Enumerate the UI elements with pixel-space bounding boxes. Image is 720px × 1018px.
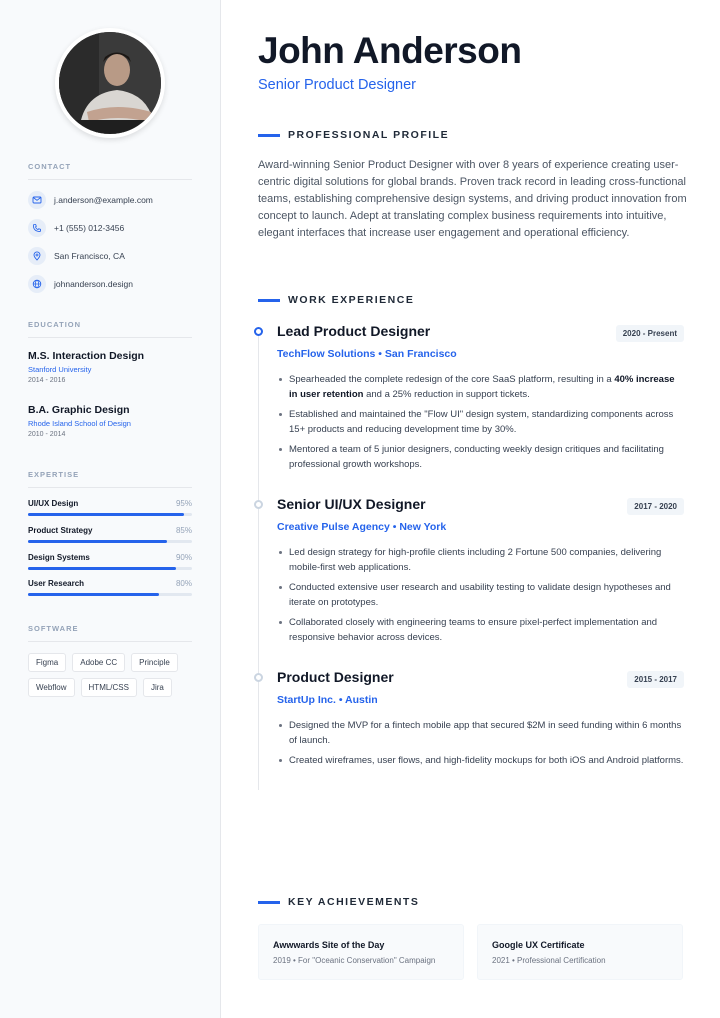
contact-email[interactable] — [28, 191, 153, 209]
location-pin-icon — [28, 247, 46, 265]
timeline-dot — [254, 673, 263, 682]
job-company: Creative Pulse Agency • New York — [277, 521, 447, 533]
skill-name: UI/UX Design — [28, 499, 79, 508]
job-company: StartUp Inc. • Austin — [277, 694, 378, 706]
sidebar — [0, 0, 221, 1018]
job-title: Product Designer — [277, 669, 394, 685]
skill-bar-fill — [28, 593, 159, 596]
profile-section-heading — [258, 129, 449, 141]
expertise-heading: EXPERTISE — [28, 470, 192, 488]
timeline-line — [258, 335, 259, 790]
candidate-title: Senior Product Designer — [258, 77, 416, 93]
contact-website[interactable] — [28, 275, 133, 293]
achievements-section-heading — [258, 896, 419, 908]
achievement-card — [477, 924, 683, 980]
phone-icon — [28, 219, 46, 237]
skill-item — [28, 553, 192, 570]
skill-item — [28, 579, 192, 596]
software-tag: Jira — [143, 678, 172, 697]
software-tag: Adobe CC — [72, 653, 125, 672]
education-school: Stanford University — [28, 365, 92, 374]
section-accent-bar — [258, 134, 280, 137]
job-years-badge: 2015 - 2017 — [627, 671, 684, 688]
section-accent-bar — [258, 299, 280, 302]
job-bullet: Mentored a team of 5 junior designers, conducting weekly design critiques and facilitating professional growth workshops. — [277, 442, 685, 472]
skill-item — [28, 526, 192, 543]
software-tag: HTML/CSS — [81, 678, 137, 697]
job-years-badge: 2020 - Present — [616, 325, 684, 342]
skill-name: Design Systems — [28, 553, 90, 562]
globe-icon — [28, 275, 46, 293]
section-title: PROFESSIONAL PROFILE — [288, 129, 450, 141]
skill-bar-fill — [28, 513, 184, 516]
job-bullet: Conducted extensive user research and usability testing to validate design hypotheses and iterate on prototypes. — [277, 580, 685, 610]
job-bullet: Spearheaded the complete redesign of the core SaaS platform, resulting in a 40% increase in user retention and a 25% reduction in support tickets. — [277, 372, 685, 402]
job-title: Senior UI/UX Designer — [277, 496, 426, 512]
contact-location — [28, 247, 125, 265]
skill-bar — [28, 567, 192, 570]
education-item — [28, 404, 198, 438]
skill-bar — [28, 593, 192, 596]
software-heading: SOFTWARE — [28, 624, 192, 642]
timeline-dot — [254, 500, 263, 509]
achievement-subtitle: 2021 • Professional Certification — [492, 956, 606, 965]
software-tag: Webflow — [28, 678, 75, 697]
skill-bar-fill — [28, 540, 167, 543]
job-company: TechFlow Solutions • San Francisco — [277, 348, 457, 360]
contact-email-text: j.anderson@example.com — [54, 195, 153, 205]
education-degree: B.A. Graphic Design — [28, 404, 130, 416]
skill-name: Product Strategy — [28, 526, 93, 535]
achievement-card — [258, 924, 464, 980]
skill-percent: 80% — [175, 579, 192, 588]
job-bullet: Collaborated closely with engineering teams to ensure pixel-perfect implementation and responsive behavior across devices. — [277, 615, 685, 645]
education-item — [28, 350, 198, 384]
achievement-title: Awwwards Site of the Day — [273, 940, 385, 950]
software-tag: Principle — [131, 653, 178, 672]
contact-phone[interactable] — [28, 219, 124, 237]
education-heading: EDUCATION — [28, 320, 192, 338]
achievement-title: Google UX Certificate — [492, 940, 585, 950]
avatar — [55, 28, 165, 138]
skill-bar — [28, 540, 192, 543]
job-bullet: Established and maintained the "Flow UI" design system, standardizing components across 15+ products and reducing development time by 30%. — [277, 407, 685, 437]
contact-website-text: johnanderson.design — [54, 279, 133, 289]
profile-summary: Award-winning Senior Product Designer with over 8 years of experience creating user-centric digital solutions for global brands. Proven track record in leading cross-functional teams, establishing comprehensive design systems, and driving product innovation from concept to launch. Adept at translating complex business requirements into intuitive, elegant interfaces that increase user engagement and operational efficiency. — [258, 159, 687, 239]
education-school: Rhode Island School of Design — [28, 419, 131, 428]
education-years: 2014 - 2016 — [28, 377, 66, 384]
candidate-name: John Anderson — [258, 30, 522, 71]
software-tags — [28, 653, 198, 697]
software-tag: Figma — [28, 653, 66, 672]
job-years-badge: 2017 - 2020 — [627, 498, 684, 515]
skill-item — [28, 499, 192, 516]
job-bullet: Created wireframes, user flows, and high-fidelity mockups for both iOS and Android platforms. — [277, 753, 685, 768]
section-title: KEY ACHIEVEMENTS — [288, 896, 420, 908]
job-bullet: Designed the MVP for a fintech mobile app that secured $2M in seed funding within 6 months of launch. — [277, 718, 685, 748]
education-years: 2010 - 2014 — [28, 431, 66, 438]
skill-bar-fill — [28, 567, 176, 570]
section-title: WORK EXPERIENCE — [288, 294, 415, 306]
experience-section-heading — [258, 294, 414, 306]
skill-percent: 90% — [175, 553, 192, 562]
job-bullets — [277, 372, 685, 477]
job-bullet: Led design strategy for high-profile clients including 2 Fortune 500 companies, delivering mobile-first web applications. — [277, 545, 685, 575]
contact-phone-text: +1 (555) 012-3456 — [54, 223, 125, 233]
timeline-dot — [254, 327, 263, 336]
section-accent-bar — [258, 901, 280, 904]
job-title: Lead Product Designer — [277, 323, 431, 339]
skill-name: User Research — [28, 579, 85, 588]
skill-percent: 85% — [175, 526, 192, 535]
skill-bar — [28, 513, 192, 516]
mail-icon — [28, 191, 46, 209]
contact-heading: CONTACT — [28, 162, 192, 180]
education-degree: M.S. Interaction Design — [28, 350, 145, 362]
contact-location-text: San Francisco, CA — [54, 251, 125, 261]
skill-percent: 95% — [175, 499, 192, 508]
job-bullets — [277, 545, 685, 650]
achievement-subtitle: 2019 • For "Oceanic Conservation" Campaign — [273, 956, 436, 965]
job-bullets — [277, 718, 685, 773]
